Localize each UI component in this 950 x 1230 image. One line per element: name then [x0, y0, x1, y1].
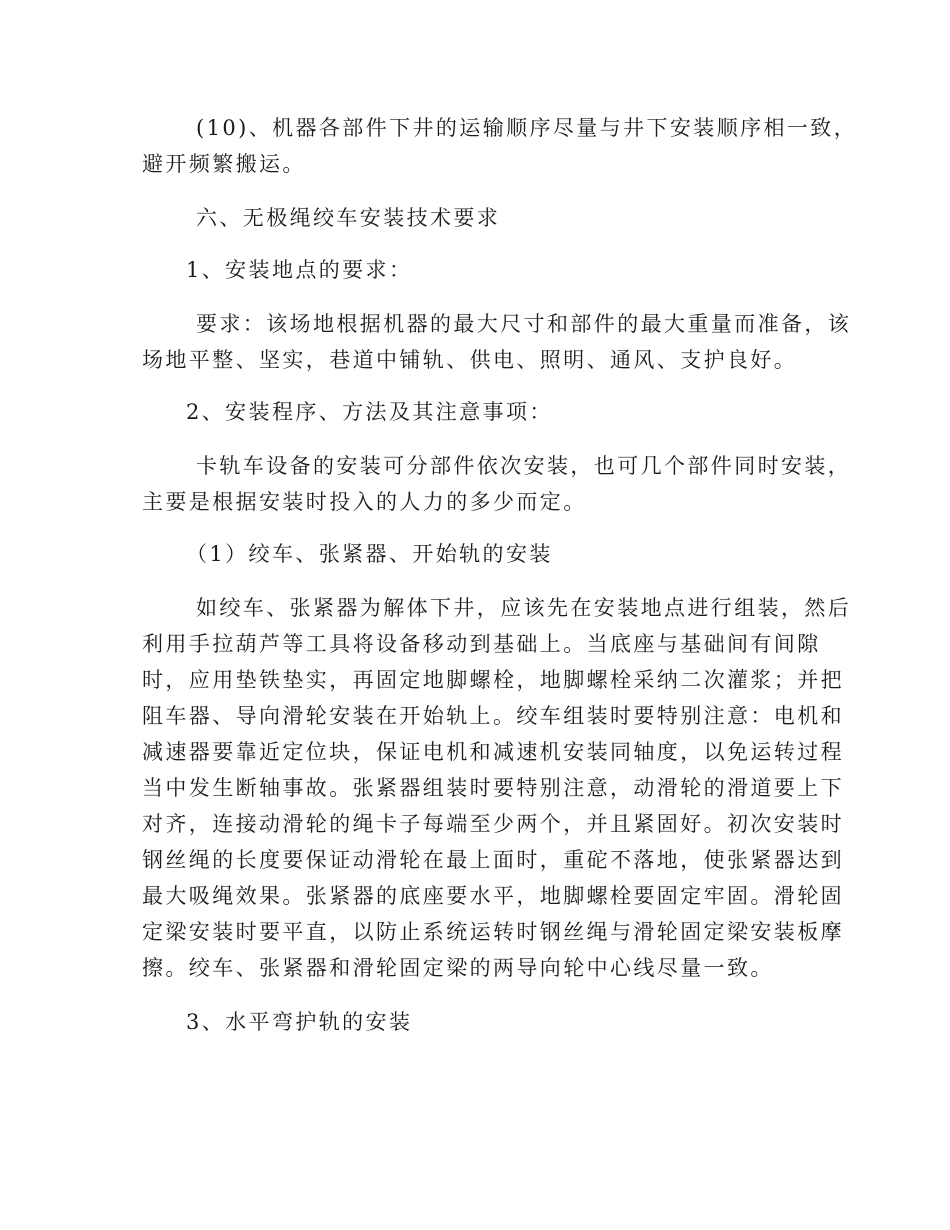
subheading-install-procedure: 2、安装程序、方法及其注意事项： [186, 400, 553, 424]
paragraph-requirements-line-2: 场地平整、坚实，巷道中铺轨、供电、照明、通风、支护良好。 [142, 348, 798, 372]
paragraph-winch-line-1: 如绞车、张紧器为解体下井，应该先在安装地点进行组装，然后 [196, 596, 852, 620]
paragraph-item-10-line-2: 避开频繁搬运。 [142, 152, 306, 176]
paragraph-winch-line-4: 阻车器、导向滑轮安装在开始轨上。绞车组装时要特别注意：电机和 [142, 704, 844, 728]
paragraph-winch-line-5: 减速器要靠近定位块，保证电机和减速机安装同轴度，以免运转过程 [142, 740, 844, 764]
paragraph-winch-line-9: 最大吸绳效果。张紧器的底座要水平，地脚螺栓要固定牢固。滑轮固 [142, 884, 844, 908]
paragraph-winch-line-10: 定梁安装时要平直，以防止系统运转时钢丝绳与滑轮固定梁安装板摩 [142, 920, 844, 944]
paragraph-winch-line-6: 当中发生断轴事故。张紧器组装时要特别注意，动滑轮的滑道要上下 [142, 776, 844, 800]
subheading-horizontal-curve-rail: 3、水平弯护轨的安装 [186, 1010, 413, 1034]
paragraph-item-10-line-1: (10)、机器各部件下井的运输顺序尽量与井下安装顺序相一致， [196, 116, 858, 140]
paragraph-winch-line-2: 利用手拉葫芦等工具将设备移动到基础上。当底座与基础间有间隙 [142, 632, 821, 656]
paragraph-winch-line-11: 擦。绞车、张紧器和滑轮固定梁的两导向轮中心线尽量一致。 [142, 956, 774, 980]
paragraph-winch-line-8: 钢丝绳的长度要保证动滑轮在最上面时，重砣不落地，使张紧器达到 [142, 848, 844, 872]
paragraph-winch-line-7: 对齐，连接动滑轮的绳卡子每端至少两个，并且紧固好。初次安装时 [142, 812, 844, 836]
paragraph-rail-car-line-2: 主要是根据安装时投入的人力的多少而定。 [142, 490, 587, 514]
section-heading-6: 六、无极绳绞车安装技术要求 [196, 206, 501, 230]
subheading-install-location: 1、安装地点的要求： [186, 258, 413, 282]
subheading-winch-tensioner: （1）绞车、张紧器、开始轨的安装 [186, 542, 553, 566]
paragraph-winch-line-3: 时，应用垫铁垫实，再固定地脚螺栓，地脚螺栓采纳二次灌浆；并把 [142, 668, 844, 692]
paragraph-rail-car-line-1: 卡轨车设备的安装可分部件依次安装，也可几个部件同时安装， [196, 454, 852, 478]
paragraph-requirements-line-1: 要求：该场地根据机器的最大尺寸和部件的最大重量而准备，该 [196, 312, 852, 336]
